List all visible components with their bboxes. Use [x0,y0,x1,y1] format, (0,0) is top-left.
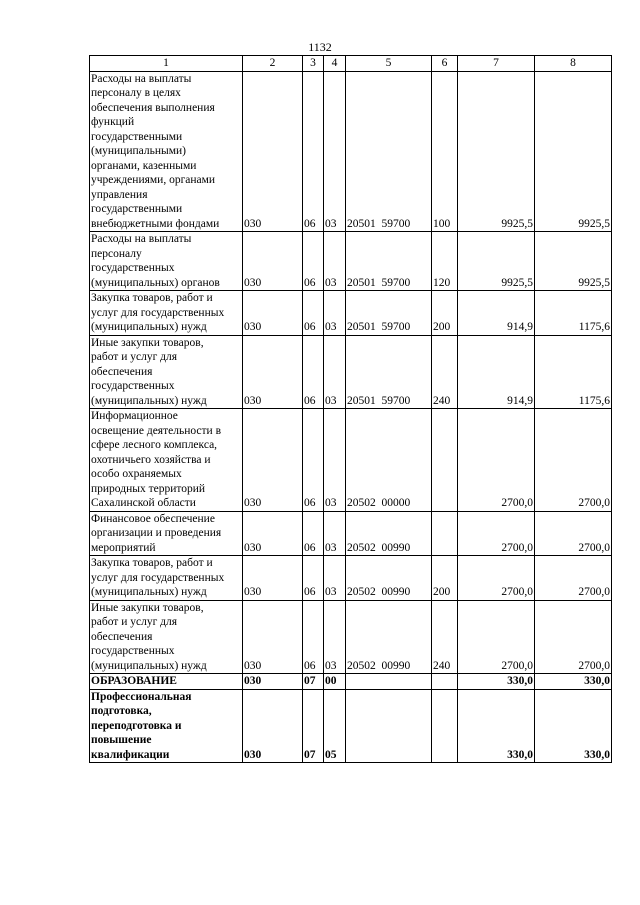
target-article-cell: 20502 00990 [346,511,432,556]
amount-year2-cell: 2700,0 [535,556,612,601]
table-row [90,409,612,512]
admin-code-cell: 030 [243,232,303,291]
target-article-cell: 20501 59700 [346,335,432,409]
row-name-cell: Профессиональная подготовка, переподготовка и повышение квалификации [90,689,243,763]
subsection-cell: 03 [324,71,346,232]
table-row [90,71,612,232]
subsection-cell: 03 [324,335,346,409]
admin-code-cell: 030 [243,556,303,601]
subsection-cell: 03 [324,291,346,336]
column-header: 8 [535,56,612,72]
admin-code-cell: 030 [243,511,303,556]
expense-type-cell [432,689,458,763]
amount-year2-cell: 9925,5 [535,71,612,232]
subsection-cell: 03 [324,511,346,556]
amount-year1-cell: 9925,5 [458,232,535,291]
table-row [90,291,612,336]
target-article-cell: 20501 59700 [346,232,432,291]
amount-year2-cell: 2700,0 [535,600,612,674]
row-name-cell: Закупка товаров, работ и услуг для государственных (муниципальных) нужд [90,291,243,336]
section-cell: 07 [303,674,324,690]
admin-code-cell: 030 [243,674,303,690]
expense-type-cell [432,674,458,690]
table-row [90,674,612,690]
expense-type-cell: 240 [432,600,458,674]
amount-year2-cell: 2700,0 [535,511,612,556]
admin-code-cell: 030 [243,71,303,232]
amount-year2-cell: 1175,6 [535,291,612,336]
target-article-cell [346,689,432,763]
target-article-cell [346,674,432,690]
amount-year1-cell: 2700,0 [458,600,535,674]
expense-type-cell: 100 [432,71,458,232]
section-cell: 06 [303,335,324,409]
section-cell: 06 [303,511,324,556]
table-row [90,511,612,556]
expense-type-cell [432,511,458,556]
admin-code-cell: 030 [243,689,303,763]
expense-type-cell [432,409,458,512]
amount-year1-cell: 330,0 [458,689,535,763]
section-cell: 06 [303,232,324,291]
amount-year1-cell: 330,0 [458,674,535,690]
amount-year1-cell: 2700,0 [458,409,535,512]
amount-year1-cell: 2700,0 [458,556,535,601]
amount-year2-cell: 330,0 [535,674,612,690]
header-row [90,56,612,72]
table-row [90,556,612,601]
page-number: 1132 [308,40,332,54]
admin-code-cell: 030 [243,335,303,409]
row-name-cell: ОБРАЗОВАНИЕ [90,674,243,690]
subsection-cell: 00 [324,674,346,690]
amount-year2-cell: 1175,6 [535,335,612,409]
section-cell: 06 [303,600,324,674]
row-name-cell: Информационное освещение деятельности в сфере лесного комплекса, охотничьего хозяйства и особо охраняемых природных территорий Сахалинской области [90,409,243,512]
column-header: 2 [243,56,303,72]
column-header: 6 [432,56,458,72]
amount-year1-cell: 2700,0 [458,511,535,556]
amount-year1-cell: 914,9 [458,291,535,336]
row-name-cell: Иные закупки товаров, работ и услуг для обеспечения государственных (муниципальных) нужд [90,600,243,674]
column-header: 3 [303,56,324,72]
target-article-cell: 20502 00000 [346,409,432,512]
target-article-cell: 20501 59700 [346,291,432,336]
subsection-cell: 03 [324,409,346,512]
subsection-cell: 05 [324,689,346,763]
target-article-cell: 20502 00990 [346,600,432,674]
admin-code-cell: 030 [243,600,303,674]
row-name-cell: Закупка товаров, работ и услуг для государственных (муниципальных) нужд [90,556,243,601]
amount-year1-cell: 914,9 [458,335,535,409]
expense-type-cell: 120 [432,232,458,291]
table-row [90,689,612,763]
target-article-cell: 20501 59700 [346,71,432,232]
expense-type-cell: 240 [432,335,458,409]
target-article-cell: 20502 00990 [346,556,432,601]
section-cell: 06 [303,409,324,512]
row-name-cell: Расходы на выплаты персоналу в целях обеспечения выполнения функций государственными (муниципальными) органами, казенными учреждениями, органами управления государственными внебюджетными фондами [90,71,243,232]
amount-year2-cell: 2700,0 [535,409,612,512]
expense-type-cell: 200 [432,556,458,601]
subsection-cell: 03 [324,600,346,674]
subsection-cell: 03 [324,556,346,601]
column-header: 5 [346,56,432,72]
column-header: 4 [324,56,346,72]
row-name-cell: Финансовое обеспечение организации и проведения мероприятий [90,511,243,556]
expense-type-cell: 200 [432,291,458,336]
table-row [90,600,612,674]
admin-code-cell: 030 [243,291,303,336]
table-body [90,71,612,763]
section-cell: 06 [303,556,324,601]
budget-table [89,55,612,763]
section-cell: 07 [303,689,324,763]
column-header: 1 [90,56,243,72]
amount-year2-cell: 9925,5 [535,232,612,291]
subsection-cell: 03 [324,232,346,291]
table-row [90,335,612,409]
column-header: 7 [458,56,535,72]
table-row [90,232,612,291]
amount-year2-cell: 330,0 [535,689,612,763]
section-cell: 06 [303,291,324,336]
amount-year1-cell: 9925,5 [458,71,535,232]
row-name-cell: Расходы на выплаты персоналу государственных (муниципальных) органов [90,232,243,291]
section-cell: 06 [303,71,324,232]
row-name-cell: Иные закупки товаров, работ и услуг для обеспечения государственных (муниципальных) нужд [90,335,243,409]
admin-code-cell: 030 [243,409,303,512]
